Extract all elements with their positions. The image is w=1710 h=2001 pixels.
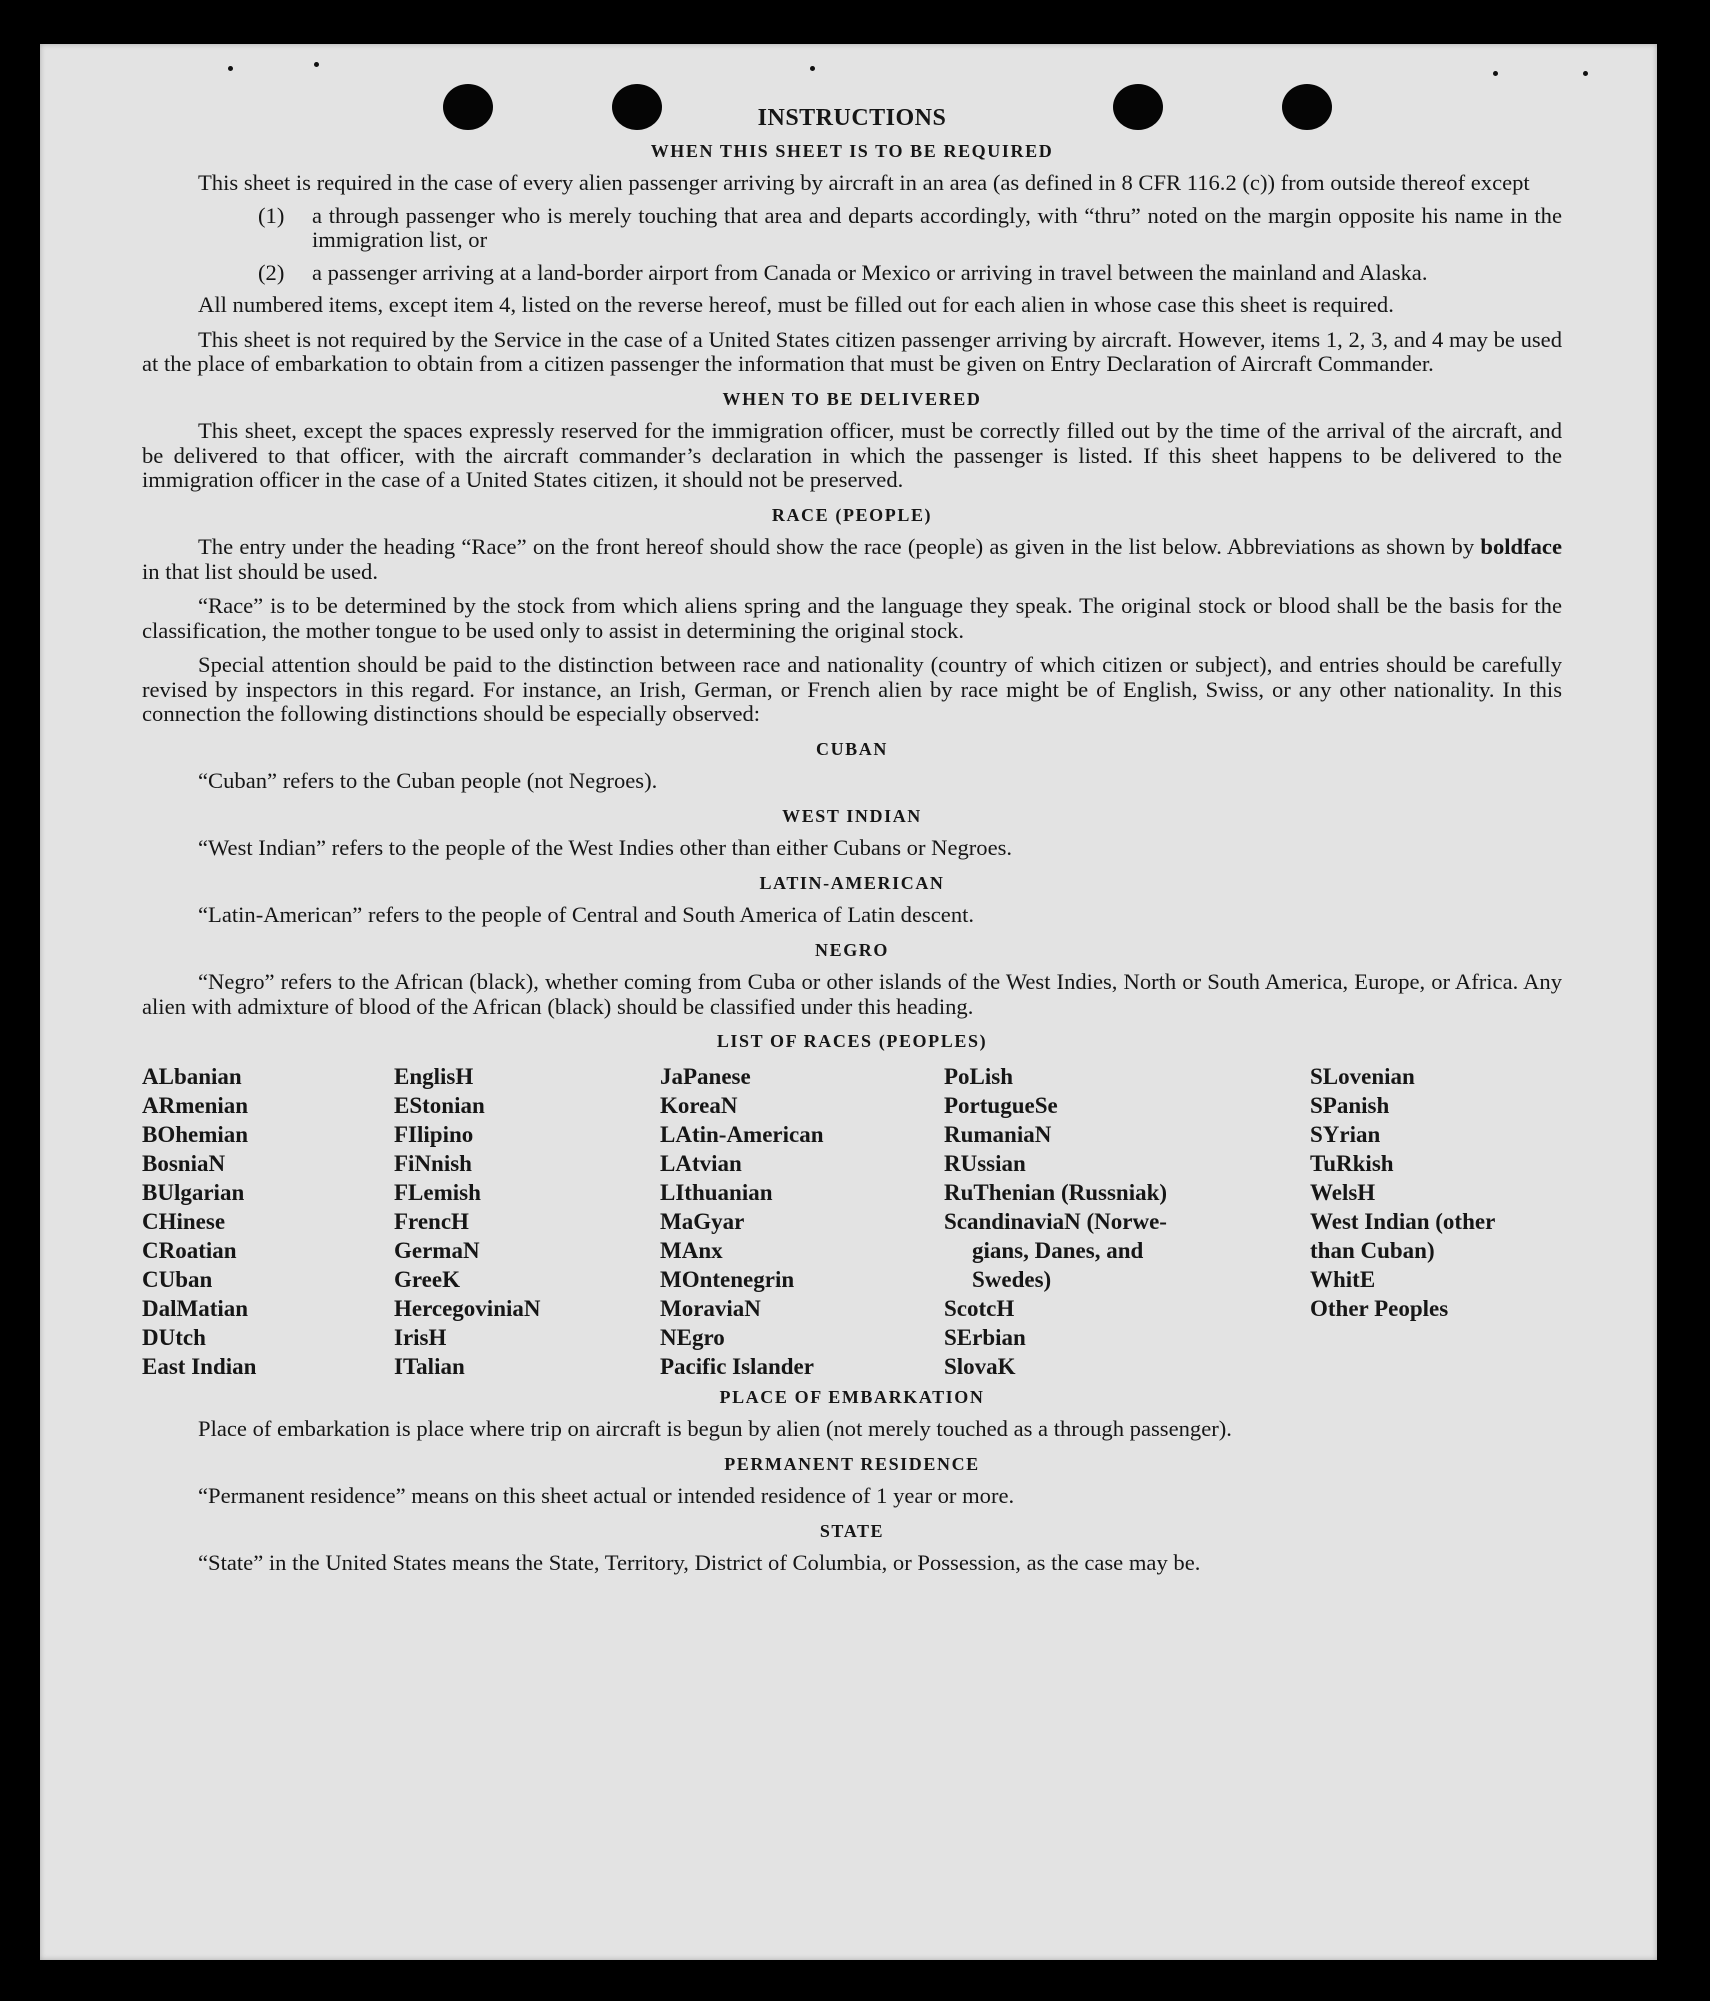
item-number: (1)	[258, 202, 285, 228]
text-run: in that list should be used.	[142, 558, 378, 584]
race-entry: GermaN	[394, 1237, 480, 1263]
paragraph: “Permanent residence” means on this sheet actual or intended residence of 1 year or more.	[198, 1483, 1015, 1508]
race-entry: FiNnish	[394, 1150, 472, 1176]
paragraph: Place of embarkation is place where trip on aircraft is begun by alien (not merely touched as a through passenger).	[198, 1416, 1232, 1441]
race-entry: FIlipino	[394, 1121, 474, 1147]
speck	[1583, 71, 1588, 76]
speck	[228, 66, 233, 71]
page-title: INSTRUCTIONS	[757, 105, 947, 131]
race-entry: gians, Danes, and	[972, 1237, 1144, 1263]
race-entry: Swedes)	[972, 1266, 1052, 1292]
race-entry: LAtin-American	[660, 1121, 824, 1147]
paragraph: Special attention should be paid to the distinction between race and nationality (country of which citizen or subject), and entries should be carefully revised by inspectors in this regard. For instance, an Irish, German, or French alien by race might be of English, Swiss, or any other nationality. In this connection the following distinctions should be especially observed:	[142, 652, 1562, 726]
race-entry: LIthuanian	[660, 1179, 773, 1205]
race-entry: East Indian	[142, 1353, 257, 1379]
race-entry: DalMatian	[142, 1295, 249, 1321]
race-entry: PoLish	[944, 1063, 1014, 1089]
race-column	[944, 1062, 1310, 1381]
boldface-word: boldface	[1480, 534, 1562, 559]
section-heading: WHEN THIS SHEET IS TO BE REQUIRED	[650, 140, 1054, 161]
race-entry: CHinese	[142, 1208, 226, 1234]
race-list	[142, 1062, 1562, 1381]
list-item	[258, 261, 1562, 286]
section-heading: WEST INDIAN	[782, 805, 922, 826]
section-heading: CUBAN	[815, 738, 888, 759]
section-heading: NEGRO	[814, 939, 889, 960]
paragraph: All numbered items, except item 4, listed on the reverse hereof, must be filled out for each alien in whose case this sheet is required.	[198, 292, 1394, 317]
race-entry: SYrian	[1310, 1121, 1381, 1147]
paragraph: This sheet is required in the case of every alien passenger arriving by aircraft in an area (as defined in 8 CFR 116.2 (c)) from outside thereof except	[198, 170, 1530, 195]
item-text: a through passenger who is merely touching that area and departs accordingly, with “thru” noted on the margin opposite his name in the immigration list, or	[312, 202, 1562, 252]
race-entry: ScandinaviaN (Norwe-	[944, 1208, 1167, 1234]
item-number: (2)	[258, 259, 285, 285]
paragraph	[142, 535, 1562, 584]
paragraph: “Cuban” refers to the Cuban people (not Negroes).	[198, 768, 658, 793]
section-heading: STATE	[819, 1520, 885, 1541]
race-entry: FrencH	[394, 1208, 469, 1234]
instructions-body	[142, 106, 1562, 1584]
race-entry: SLovenian	[1310, 1063, 1415, 1089]
race-entry: MAnx	[660, 1237, 723, 1263]
race-column	[394, 1062, 660, 1381]
race-entry: West Indian (other	[1310, 1208, 1496, 1234]
race-column	[142, 1062, 394, 1381]
race-entry: SlovaK	[944, 1353, 1016, 1379]
race-entry: ALbanian	[142, 1063, 242, 1089]
paragraph: “Latin-American” refers to the people of Central and South America of Latin descent.	[198, 902, 975, 927]
race-entry: SErbian	[944, 1324, 1026, 1350]
race-entry: GreeK	[394, 1266, 460, 1292]
race-entry: BosniaN	[142, 1150, 226, 1176]
paragraph: This sheet is not required by the Service in the case of a United States citizen passenger arriving by aircraft. However, items 1, 2, 3, and 4 may be used at the place of embarkation to obtain from a citizen passenger the information that must be given on Entry Declaration of Aircraft Commander.	[142, 326, 1562, 376]
speck	[1493, 71, 1498, 76]
speck	[810, 66, 815, 71]
race-entry: CUban	[142, 1266, 213, 1292]
race-column	[1310, 1062, 1562, 1381]
race-entry: KoreaN	[660, 1092, 738, 1118]
paragraph: “Negro” refers to the African (black), whether coming from Cuba or other islands of the West Indies, North or South America, Europe, or Africa. Any alien with admixture of blood of the African (black) should be classified under this heading.	[142, 969, 1562, 1019]
text-run: The entry under the heading “Race” on the front hereof should show the race (people) as given in the list below. Abbreviations as shown by	[198, 534, 1475, 559]
speck	[314, 62, 319, 67]
race-entry: RumaniaN	[944, 1121, 1052, 1147]
race-entry: ITalian	[394, 1353, 465, 1379]
race-entry: JaPanese	[660, 1063, 751, 1089]
race-entry: TuRkish	[1310, 1150, 1394, 1176]
race-entry: HercegoviniaN	[394, 1295, 541, 1321]
race-entry: WhitE	[1310, 1266, 1376, 1292]
race-entry: Other Peoples	[1310, 1295, 1449, 1321]
race-entry: MaGyar	[660, 1208, 745, 1234]
race-entry: LAtvian	[660, 1150, 742, 1176]
race-entry: BUlgarian	[142, 1179, 245, 1205]
race-entry: EStonian	[394, 1092, 485, 1118]
race-entry: ScotcH	[944, 1295, 1015, 1321]
list-item	[258, 204, 1562, 253]
race-entry: ARmenian	[142, 1092, 249, 1118]
section-heading: PERMANENT RESIDENCE	[724, 1453, 980, 1474]
race-column	[660, 1062, 944, 1381]
section-heading: WHEN TO BE DELIVERED	[722, 388, 982, 409]
paragraph: “West Indian” refers to the people of the West Indies other than either Cubans or Negroes.	[198, 835, 1013, 860]
race-entry: CRoatian	[142, 1237, 237, 1263]
section-heading: LATIN-AMERICAN	[759, 872, 945, 893]
race-entry: SPanish	[1310, 1092, 1390, 1118]
paragraph: “State” in the United States means the State, Territory, District of Columbia, or Possession, as the case may be.	[198, 1550, 1201, 1575]
race-entry: EnglisH	[394, 1063, 474, 1089]
paragraph: “Race” is to be determined by the stock from which aliens spring and the language they speak. The original stock or blood shall be the basis for the classification, the mother tongue to be used only to assist in determining the original stock.	[142, 593, 1562, 643]
race-entry: Pacific Islander	[660, 1353, 814, 1379]
race-entry: BOhemian	[142, 1121, 249, 1147]
race-entry: MoraviaN	[660, 1295, 761, 1321]
race-entry: PortugueSe	[944, 1092, 1058, 1118]
race-entry: RUssian	[944, 1150, 1026, 1176]
section-heading: RACE (PEOPLE)	[771, 504, 933, 525]
item-text: a passenger arriving at a land-border airport from Canada or Mexico or arriving in travel between the mainland and Alaska.	[312, 259, 1428, 285]
race-entry: RuThenian (Russniak)	[944, 1179, 1168, 1205]
section-heading: LIST OF RACES (PEOPLES)	[716, 1031, 988, 1051]
section-heading: PLACE OF EMBARKATION	[719, 1386, 985, 1407]
race-entry: WelsH	[1310, 1179, 1376, 1205]
race-entry: DUtch	[142, 1324, 206, 1350]
paragraph: This sheet, except the spaces expressly reserved for the immigration officer, must be correctly filled out by the time of the arrival of the aircraft, and be delivered to that officer, with the aircraft commander’s declaration in which the passenger is listed. If this sheet happens to be delivered to the immigration officer in the case of a United States citizen, it should not be preserved.	[142, 418, 1562, 492]
race-entry: MOntenegrin	[660, 1266, 795, 1292]
race-entry: NEgro	[660, 1324, 725, 1350]
race-entry: IrisH	[394, 1324, 447, 1350]
race-entry: FLemish	[394, 1179, 481, 1205]
race-entry: than Cuban)	[1310, 1237, 1435, 1263]
